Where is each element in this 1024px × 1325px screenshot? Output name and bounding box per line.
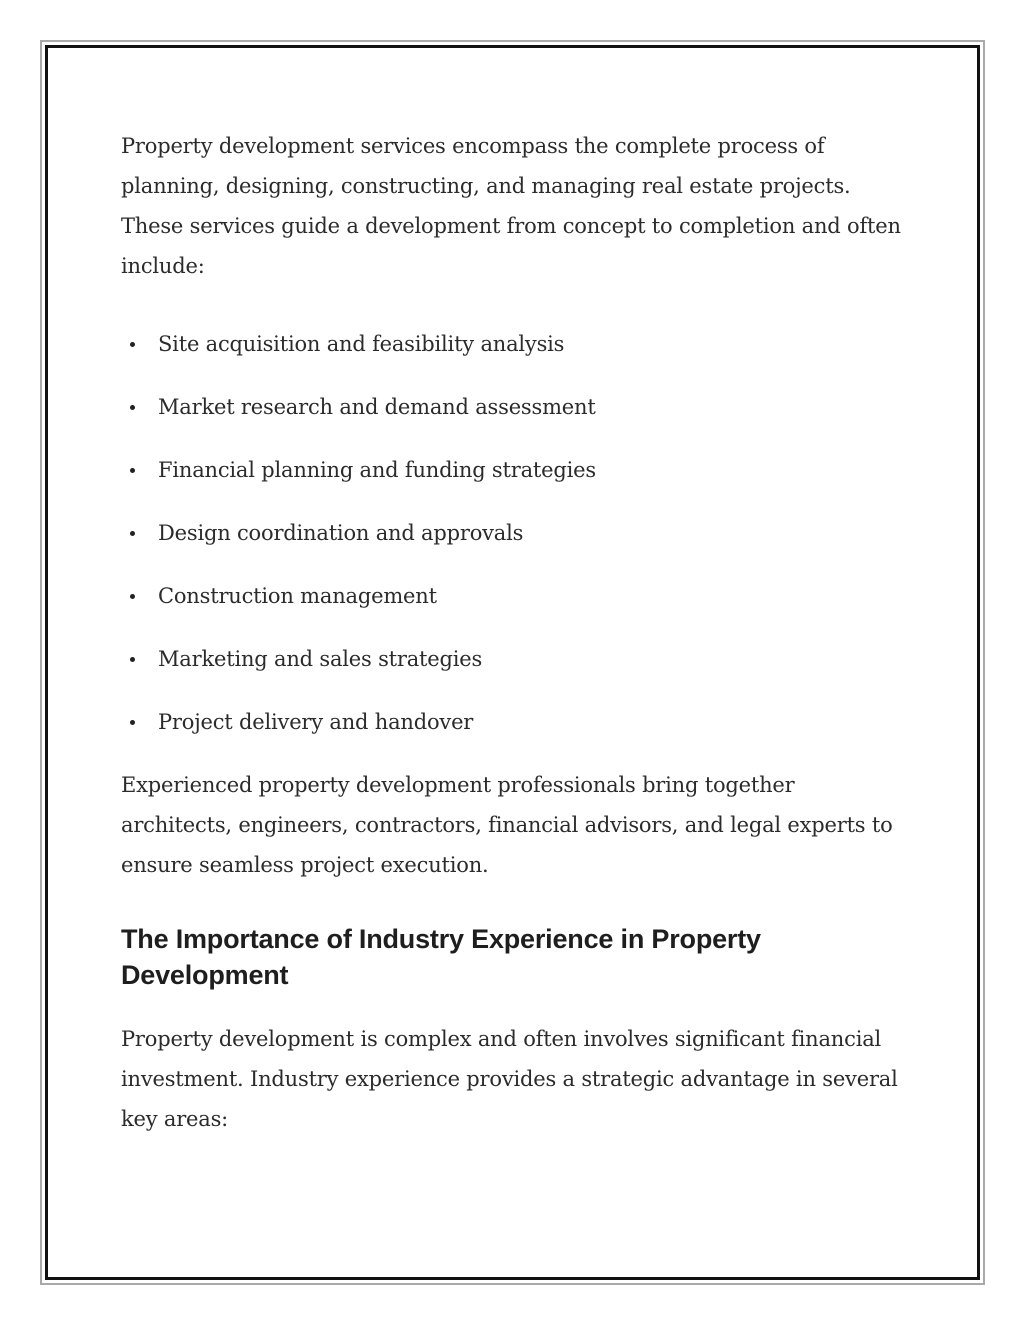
list-item-label: Construction management (158, 584, 437, 608)
list-item-label: Project delivery and handover (158, 710, 474, 734)
bullet-icon (130, 720, 135, 725)
list-item-label: Market research and demand assessment (158, 395, 596, 419)
list-item-label: Financial planning and funding strategies (158, 458, 596, 482)
services-list (121, 324, 901, 742)
bullet-icon (130, 657, 135, 662)
list-item-label: Site acquisition and feasibility analysis (158, 332, 565, 356)
bullet-icon (130, 594, 135, 599)
list-item (121, 387, 901, 427)
list-item-label: Design coordination and approvals (158, 521, 524, 545)
list-item-label: Marketing and sales strategies (158, 647, 483, 671)
list-item (121, 450, 901, 490)
intro-paragraph: Property development services encompass the complete process of planning, designing, constructing, and managing real estate projects. These services guide a development from concept to completion and often include: (121, 134, 901, 278)
bullet-icon (130, 468, 135, 473)
bullet-icon (130, 531, 135, 536)
list-item (121, 702, 901, 742)
section-heading: The Importance of Industry Experience in Property Development (121, 924, 761, 990)
document-body (121, 126, 901, 1139)
bullet-icon (130, 342, 135, 347)
list-item (121, 576, 901, 616)
bullet-icon (130, 405, 135, 410)
list-item (121, 639, 901, 679)
list-item (121, 513, 901, 553)
section-paragraph: Property development is complex and often involves significant financial investment. Industry experience provides a strategic advantage in several key areas: (121, 1027, 898, 1131)
list-item (121, 324, 901, 364)
professionals-paragraph: Experienced property development professionals bring together architects, engineers, contractors, financial advisors, and legal experts to ensure seamless project execution. (121, 773, 893, 877)
